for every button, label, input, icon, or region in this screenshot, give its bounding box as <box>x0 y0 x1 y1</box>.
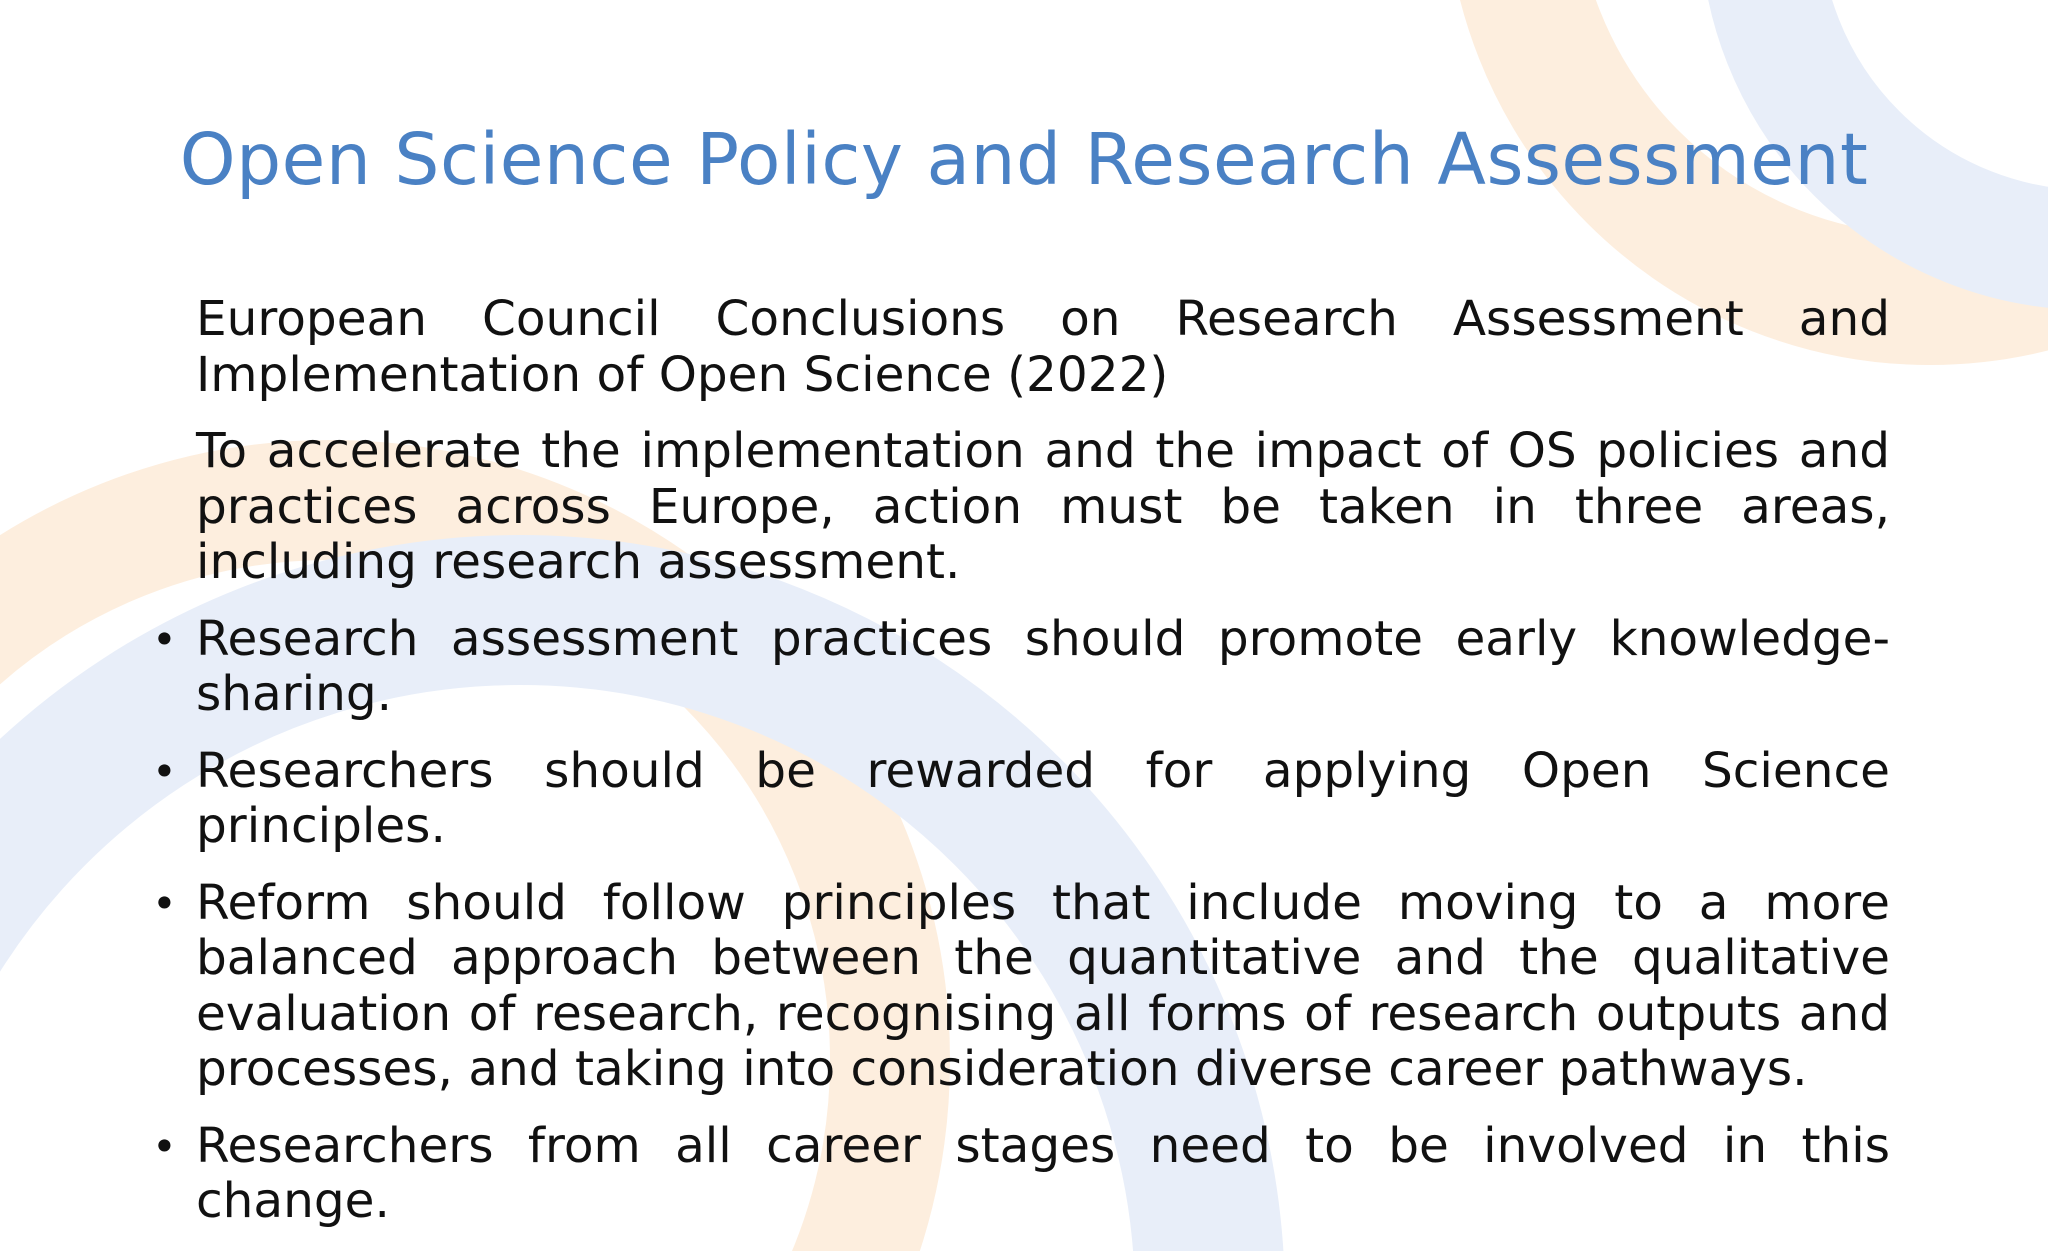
heading-paragraph: European Council Conclusions on Research Assessment and Implementation of Open Science (2022) <box>196 291 1890 403</box>
slide-body <box>152 291 1890 1251</box>
bullet-text: Researchers should be rewarded for applying Open Science principles. <box>196 742 1890 854</box>
bullet-marker: • <box>152 1121 177 1171</box>
bullet-item <box>152 874 1890 1098</box>
bullet-item <box>152 742 1890 855</box>
bullet-text: Research assessment practices should promote early knowledge-sharing. <box>196 610 1890 722</box>
bullet-text: Reform should follow principles that include moving to a more balanced approach between the quantitative and the qualitative evaluation of research, recognising all forms of research outputs and processes, and taking into consideration diverse career pathways. <box>196 874 1890 1097</box>
intro-paragraph: To accelerate the implementation and the impact of OS policies and practices across Europe, action must be taken in three areas, including research assessment. <box>196 423 1890 590</box>
slide-title: Open Science Policy and Research Assessment <box>179 118 1869 201</box>
bullet-marker: • <box>152 614 177 664</box>
bullet-item <box>152 610 1890 723</box>
bullet-text: Researchers from all career stages need to be involved in this change. <box>196 1117 1890 1229</box>
bullet-marker: • <box>152 746 177 796</box>
bullet-marker: • <box>152 878 177 928</box>
bullet-item <box>152 1117 1890 1230</box>
